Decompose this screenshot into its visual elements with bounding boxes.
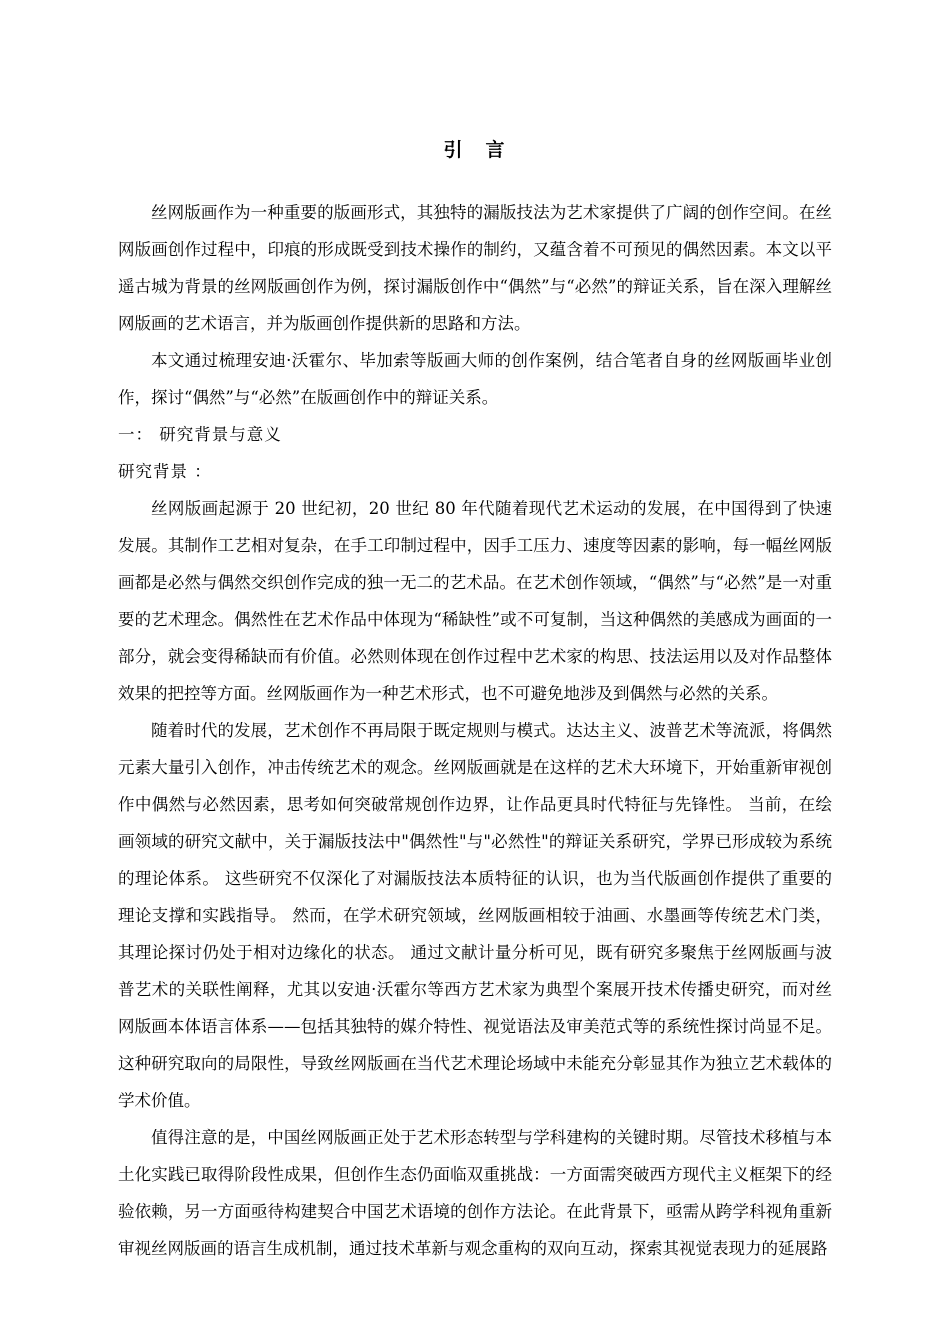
- section-heading-research-background-significance: 一： 研究背景与意义: [118, 425, 282, 444]
- body-paragraph-2: 随着时代的发展，艺术创作不再局限于既定规则与模式。达达主义、波普艺术等流派，将偶然元素大量引入创作，冲击传统艺术的观念。丝网版画就是在这样的艺术大环境下，开始重新审视创作中偶然与必然因素，思考如何突破常规创作边界，让作品更具时代特征与先锋性。 当前，在绘画领域的研究文献中，关于漏版技法中"偶然性"与"必然性"的辩证关系研究，学界已形成较为系统的理论体系。 这些研究不仅深化了对漏版技法本质特征的认识，也为当代版画创作提供了重要的理论支撑和实践指导。 然而，在学术研究领域，丝网版画相较于油画、水墨画等传统艺术门类，其理论探讨仍处于相对边缘化的状态。 通过文献计量分析可见，既有研究多聚焦于丝网版画与波普艺术的关联性阐释，尤其以安迪·沃霍尔等西方艺术家为典型个案展开技术传播史研究，而对丝网版画本体语言体系——包括其独特的媒介特性、视觉语法及审美范式等的系统性探讨尚显不足。 这种研究取向的局限性，导致丝网版画在当代艺术理论场域中未能充分彰显其作为独立艺术载体的学术价值。: [118, 721, 832, 1110]
- intro-paragraph-1: 丝网版画作为一种重要的版画形式，其独特的漏版技法为艺术家提供了广阔的创作空间。在丝网版画创作过程中，印痕的形成既受到技术操作的制约，又蕴含着不可预见的偶然因素。本文以平遥古城为背景的丝网版画创作为例，探讨漏版创作中“偶然”与“必然”的辩证关系，旨在深入理解丝网版画的艺术语言，并为版画创作提供新的思路和方法。: [118, 203, 832, 333]
- sub-heading-research-background: 研究背景 ：: [118, 462, 212, 481]
- body-paragraph-3: 值得注意的是，中国丝网版画正处于艺术形态转型与学科建构的关键时期。尽管技术移植与本土化实践已取得阶段性成果，但创作生态仍面临双重挑战：一方面需突破西方现代主义框架下的经验依赖，另一方面亟待构建契合中国艺术语境的创作方法论。在此背景下，亟需从跨学科视角重新审视丝网版画的语言生成机制，通过技术革新与观念重构的双向互动，探索其视觉表现力的延展路: [118, 1128, 832, 1258]
- document-title: 引 言: [443, 139, 507, 161]
- body-paragraph-1: 丝网版画起源于 20 世纪初，20 世纪 80 年代随着现代艺术运动的发展，在中国得到了快速发展。其制作工艺相对复杂，在手工印制过程中，因手工压力、速度等因素的影响，每一幅丝网版画都是必然与偶然交织创作完成的独一无二的艺术品。在艺术创作领域，“偶然”与“必然”是一对重要的艺术理念。偶然性在艺术作品中体现为“稀缺性”或不可复制，当这种偶然的美感成为画面的一部分，就会变得稀缺而有价值。必然则体现在创作过程中艺术家的构思、技法运用以及对作品整体效果的把控等方面。丝网版画作为一种艺术形式，也不可避免地涉及到偶然与必然的关系。: [118, 499, 832, 703]
- intro-paragraph-2: 本文通过梳理安迪·沃霍尔、毕加索等版画大师的创作案例，结合笔者自身的丝网版画毕业创作，探讨“偶然”与“必然”在版画创作中的辩证关系。: [118, 351, 832, 407]
